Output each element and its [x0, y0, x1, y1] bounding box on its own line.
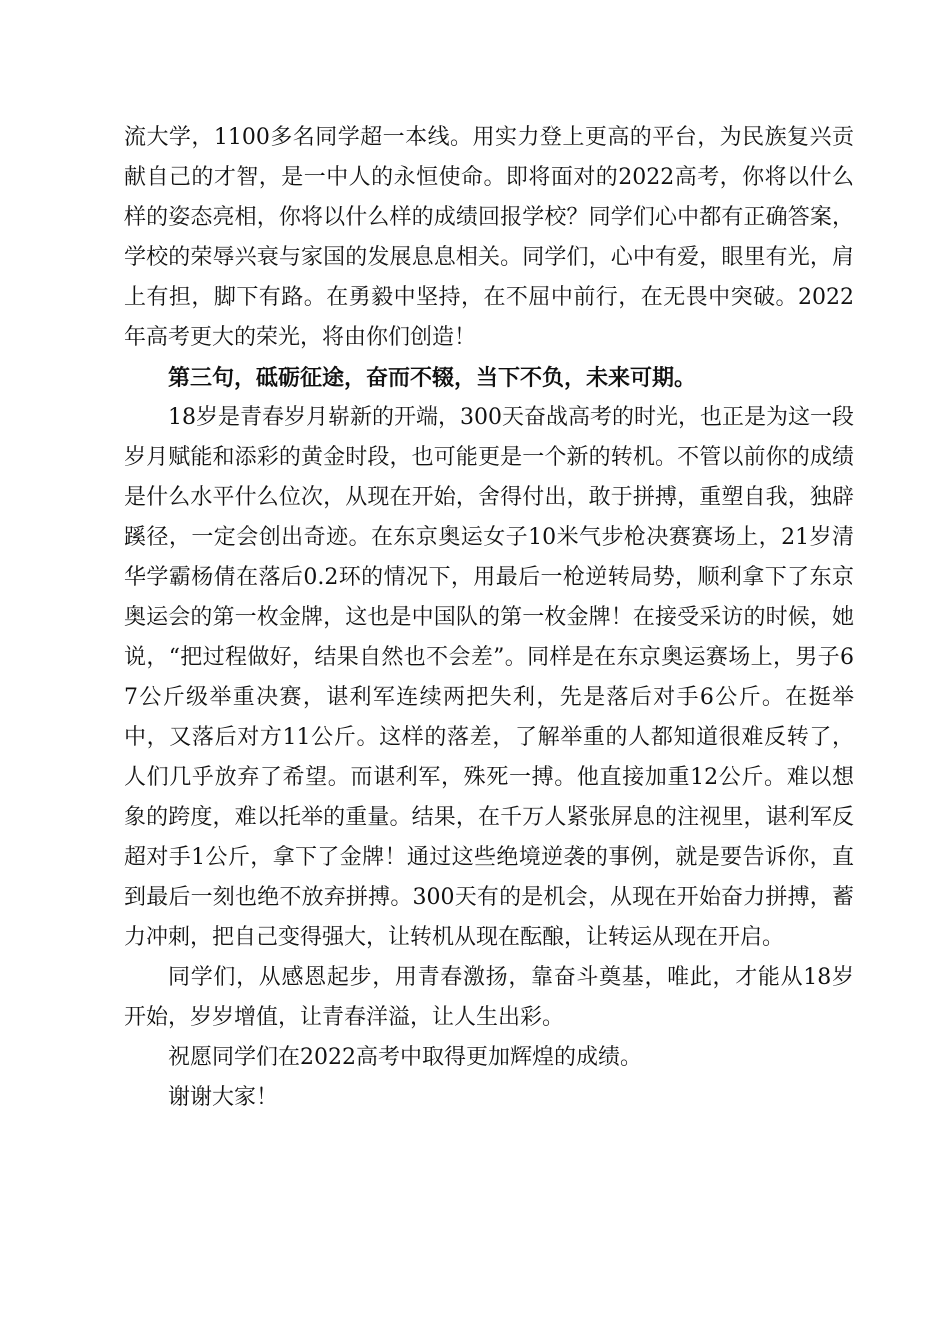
section-three-heading: 第三句，砥砺征途，奋而不辍，当下不负，未来可期。	[168, 365, 697, 391]
paragraph-section-three-body: 18岁是青春岁月崭新的开端，300天奋战高考的时光，也正是为这一段岁月赋能和添彩的黄金时段，也可能更是一个新的转机。不管以前你的成绩是什么水平什么位次，从现在开始，舍得付出，敢于拼搏，重塑自我，独辟蹊径，一定会创出奇迹。在东京奥运女子10米气步枪决赛赛场上，21岁清华学霸杨倩在落后0.2环的情况下，用最后一枪逆转局势，顺利拿下了东京奥运会的第一枚金牌，这也是中国队的第一枚金牌！在接受采访的时候，她说，“把过程做好，结果自然也不会差”。同样是在东京奥运赛场上，男子67公斤级举重决赛，谌利军连续两把失利，先是落后对手6公斤。在挺举中，又落后对方11公斤。这样的落差，了解举重的人都知道很难反转了，人们几乎放弃了希望。而谌利军，殊死一搏。他直接加重12公斤。难以想象的跨度，难以托举的重量。结果，在千万人紧张屏息的注视里，谌利军反超对手1公斤，拿下了金牌！通过这些绝境逆袭的事例，就是要告诉你，直到最后一刻也绝不放弃拼搏。300天有的是机会，从现在开始奋力拼搏，蓄力冲刺，把自己变得强大，让转机从现在酝酿，让转运从现在开启。	[124, 405, 854, 950]
paragraph-closing: 同学们，从感恩起步，用青春激扬，靠奋斗奠基，唯此，才能从18岁开始，岁岁增值，让青春洋溢，让人生出彩。	[124, 965, 854, 1030]
paragraph-thanks: 谢谢大家！	[168, 1085, 279, 1110]
document-page	[124, 118, 854, 1118]
paragraph-wish: 祝愿同学们在2022高考中取得更加辉煌的成绩。	[168, 1045, 642, 1070]
paragraph-continuation: 流大学，1100多名同学超一本线。用实力登上更高的平台，为民族复兴贡献自己的才智，是一中人的永恒使命。即将面对的2022高考，你将以什么样的姿态亮相，你将以什么样的成绩回报学校？同学们心中都有正确答案，学校的荣辱兴衰与家国的发展息息相关。同学们，心中有爱，眼里有光，肩上有担，脚下有路。在勇毅中坚持，在不屈中前行，在无畏中突破。2022年高考更大的荣光，将由你们创造！	[124, 125, 854, 350]
